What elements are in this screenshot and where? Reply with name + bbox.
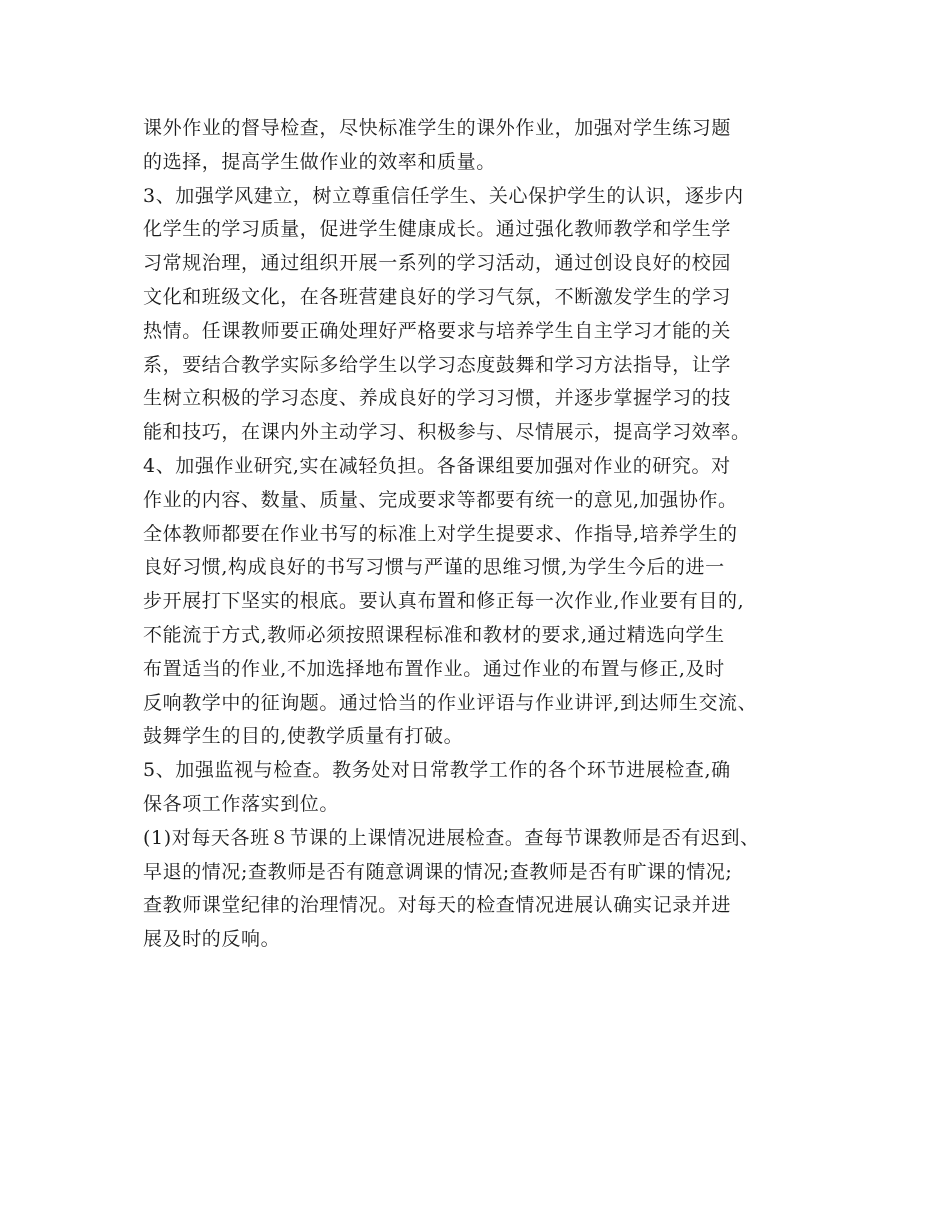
text-line: 生树立积极的学习态度、养成良好的学习习惯，并逐步掌握学习的技 <box>143 387 732 410</box>
text-line: 早退的情况;查教师是否有随意调课的情况;查教师是否有旷课的情况; <box>143 860 733 883</box>
text-line: 布置适当的作业,不加选择地布置作业。通过作业的布置与修正,及时 <box>143 657 725 680</box>
text-line: 4、加强作业研究,实在减轻负担。各备课组要加强对作业的研究。对 <box>143 454 731 477</box>
text-line: 良好习惯,构成良好的书写习惯与严谨的思维习惯,为学生今后的进一 <box>143 556 725 579</box>
text-line: 步开展打下坚实的根底。要认真布置和修正每一次作业,作业要有目的, <box>143 590 745 613</box>
text-line: 系，要结合教学实际多给学生以学习态度鼓舞和学习方法指导，让学 <box>143 353 732 376</box>
text-line: 文化和班级文化，在各班营建良好的学习气氛，不断激发学生的学习 <box>143 285 732 308</box>
text-line: 全体教师都要在作业书写的标准上对学生提要求、作指导,培养学生的 <box>143 522 738 545</box>
text-line: 课外作业的督导检查，尽快标准学生的课外作业，加强对学生练习题 <box>143 117 732 139</box>
text-line: 保各项工作落实到位。 <box>143 792 340 815</box>
text-line: 习常规治理，通过组织开展一系列的学习活动，通过创设良好的校园 <box>143 252 732 275</box>
text-line: 化学生的学习质量，促进学生健康成长。通过强化教师教学和学生学 <box>143 218 732 241</box>
text-line: (1)对每天各班８节课的上课情况进展检查。查每节课教师是否有迟到、 <box>143 826 760 849</box>
text-line: 热情。任课教师要正确处理好严格要求与培养学生自主学习才能的关 <box>143 319 732 342</box>
text-line: 能和技巧，在课内外主动学习、积极参与、尽情展示，提高学习效率。 <box>143 421 751 444</box>
text-line: 查教师课堂纪律的治理情况。对每天的检查情况进展认确实记录并进 <box>143 894 732 917</box>
document-body <box>143 112 823 957</box>
text-line: 作业的内容、数量、质量、完成要求等都要有统一的意见,加强协作。 <box>143 488 738 511</box>
text-line: 不能流于方式,教师必须按照课程标准和教材的要求,通过精选向学生 <box>143 623 725 646</box>
text-line: 鼓舞学生的目的,使教学质量有打破。 <box>143 725 464 748</box>
text-line: 的选择，提高学生做作业的效率和质量。 <box>143 150 496 173</box>
text-line: 展及时的反响。 <box>143 928 281 951</box>
text-line: 3、加强学风建立，树立尊重信任学生、关心保护学生的认识，逐步内 <box>143 184 744 207</box>
text-line: 5、加强监视与检查。教务处对日常教学工作的各个环节进展检查,确 <box>143 759 731 782</box>
text-line: 反响教学中的征询题。通过恰当的作业评语与作业讲评,到达师生交流、 <box>143 691 758 714</box>
